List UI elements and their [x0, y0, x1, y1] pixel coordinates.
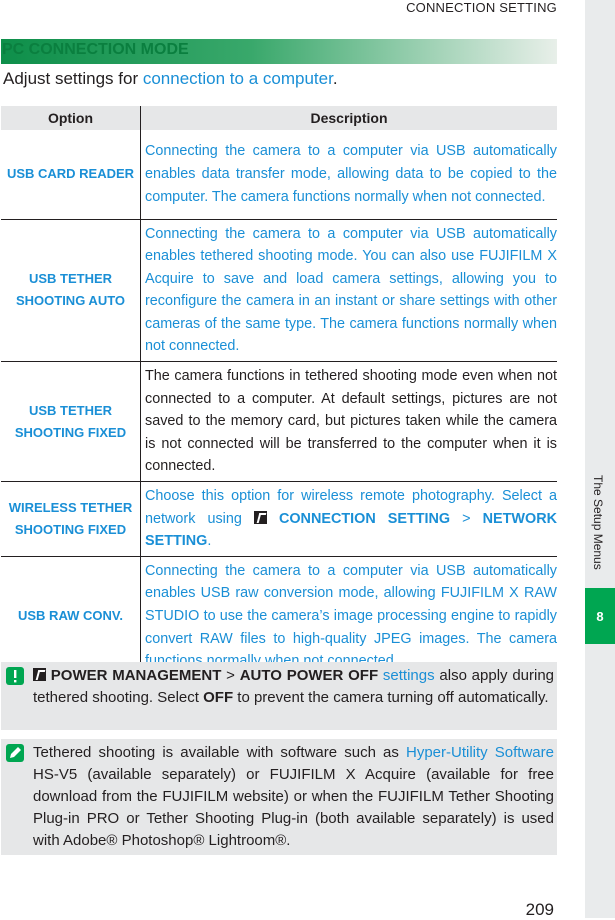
- option-cell: [1, 362, 141, 482]
- setup-menu-icon: [33, 668, 46, 681]
- table-row: [1, 362, 557, 482]
- description-cell: The camera functions in tethered shooting mode even when not connected to a computer. At default settings, pictures are not saved to the memory card, but pictures taken while the camera is not connected will be transferred to the computer when it is connected.: [141, 362, 558, 482]
- setup-menu-icon: [254, 511, 267, 524]
- option-name-line1: USB TETHER: [28, 271, 113, 287]
- option-name-line1: USB TETHER: [28, 402, 113, 418]
- description-cell: [141, 482, 558, 557]
- desc-text: Choose this option for wireless remote photography. Select a network using: [145, 488, 557, 527]
- menu-separator: >: [221, 667, 240, 684]
- option-name-line2: SHOOTING FIXED: [14, 424, 127, 440]
- description-cell: Connecting the camera to a computer via USB automatically enables tethered shooting mode. You can also use FUJIFILM X Acquire to save and load camera settings, allowing you to reconfigure the camera in an instant or share settings with other cameras of the same type. The camera functions normally when not connected.: [141, 219, 558, 362]
- option-column-header: Option: [1, 106, 141, 130]
- section-title-bar: [1, 39, 557, 64]
- table-row: [1, 482, 557, 557]
- intro-suffix: .: [332, 69, 338, 88]
- menu-ref-network-setting: NETWORK SETTING: [145, 510, 557, 550]
- option-cell: [1, 556, 141, 676]
- caution-text-2: to prevent the camera turning off automatically.: [233, 689, 549, 706]
- option-name: USB RAW CONV.: [18, 608, 123, 624]
- caution-icon: [5, 666, 25, 686]
- off-option: OFF: [203, 689, 234, 706]
- menu-ref-auto-power-off: AUTO POWER OFF: [239, 667, 379, 684]
- table-row: [1, 556, 557, 676]
- option-cell: [1, 219, 141, 362]
- description-column-header: Description: [141, 106, 558, 130]
- tip-text-1: Tethered shooting is available with software such as: [33, 744, 406, 761]
- desc-suffix: .: [207, 533, 212, 550]
- option-name: USB CARD READER: [6, 166, 135, 182]
- intro-prefix: Adjust settings for: [3, 69, 143, 88]
- tip-text: [33, 739, 557, 855]
- caution-text-1: also apply during tethered shooting. Select: [33, 667, 555, 706]
- page-number: 209: [525, 900, 554, 919]
- table-row: [1, 130, 557, 219]
- menu-ref-connection-setting: CONNECTION SETTING: [278, 510, 451, 527]
- option-cell: [1, 130, 141, 219]
- options-table: [1, 106, 557, 677]
- option-cell: [1, 482, 141, 557]
- description-cell: Connecting the camera to a computer via USB automatically enables USB raw conversion mode, allowing FUJIFILM X RAW STUDIO to use the camera’s image processing engine to rapidly convert RAW files to high-quality JPEG images. The camera: [141, 556, 558, 676]
- chapter-side-tab: [585, 0, 615, 918]
- chapter-label: The Setup Menus: [591, 475, 605, 570]
- tip-note: [1, 739, 557, 855]
- tip-text-2: HS-V5 (available separately) or FUJIFILM X Acquire (available for free download from the FUJIFILM website) or when the FUJIFILM Tether Shooting Plug-in PRO or Tether Shooting Plug-in (both available separately) is used with Adobe® Photoshop® Lightroom®.: [33, 766, 554, 849]
- caution-note: [1, 662, 557, 730]
- chapter-number: 8: [585, 588, 615, 644]
- table-row: [1, 219, 557, 362]
- menu-ref-power-management: POWER MANAGEMENT: [50, 667, 222, 684]
- caution-text: [33, 662, 557, 712]
- settings-link[interactable]: settings: [382, 667, 435, 684]
- description-cell: Connecting the camera to a computer via USB automatically enables data transfer mode, allowing data to be copied to the computer. The camera functions normally when not connected.: [141, 130, 558, 219]
- option-name-line1: WIRELESS TETHER: [8, 499, 133, 515]
- running-header: CONNECTION SETTING: [406, 0, 557, 15]
- option-name-line2: SHOOTING AUTO: [15, 293, 126, 309]
- table-header-row: [1, 106, 557, 130]
- section-title: PC CONNECTION MODE: [2, 41, 189, 58]
- intro-text: [3, 69, 338, 89]
- menu-separator: >: [450, 510, 483, 527]
- hyper-utility-link[interactable]: Hyper-Utility Software: [406, 744, 554, 761]
- intro-link[interactable]: connection to a computer: [142, 69, 333, 88]
- option-name-line2: SHOOTING FIXED: [14, 521, 127, 537]
- tip-pencil-icon: [5, 743, 25, 763]
